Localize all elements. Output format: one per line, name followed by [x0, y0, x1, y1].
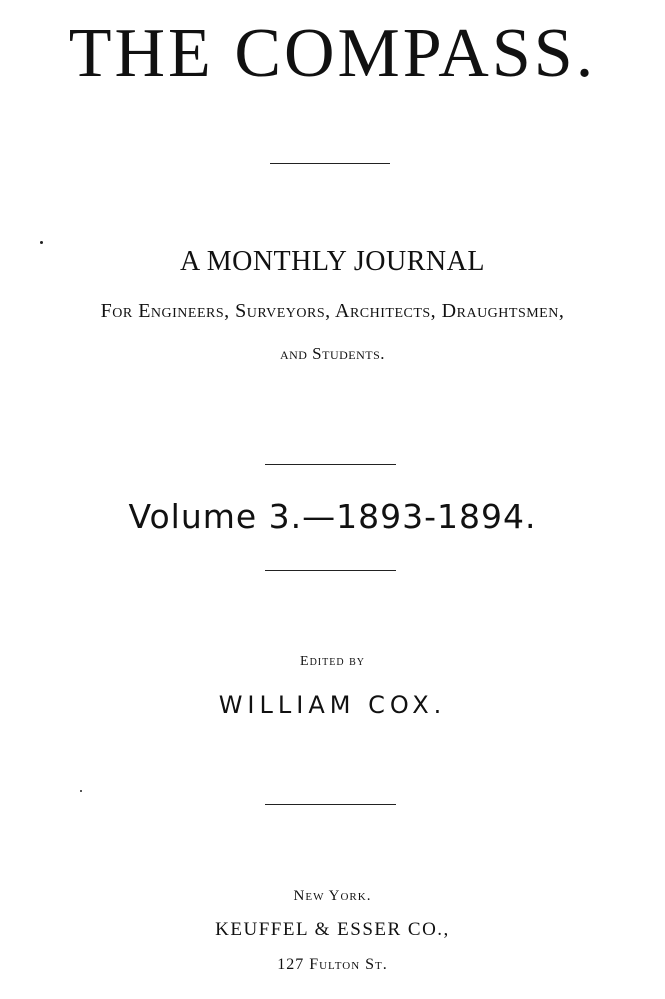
- journal-subtitle: A MONTHLY JOURNAL: [180, 246, 485, 277]
- volume-heading: Volume 3.—1893-1894.: [128, 497, 537, 536]
- ink-speck-2: [80, 790, 82, 792]
- journal-title: THE COMPASS.: [68, 15, 597, 92]
- imprint-city: New York.: [293, 888, 372, 904]
- ink-speck: [40, 241, 43, 244]
- rule-above-volume: [265, 464, 396, 465]
- rule-below-volume: [265, 570, 396, 571]
- imprint-publisher: KEUFFEL & ESSER CO.,: [215, 919, 450, 940]
- edited-by-label: Edited by: [300, 654, 365, 669]
- imprint-address: 127 Fulton St.: [277, 956, 388, 973]
- editor-name: WILLIAM COX.: [218, 691, 447, 719]
- audience-line-continued: and Students.: [279, 344, 386, 363]
- audience-line: For Engineers, Surveyors, Architects, Draughtsmen,: [100, 300, 565, 322]
- decorative-rule-top: [270, 163, 390, 164]
- rule-above-imprint: [265, 804, 396, 805]
